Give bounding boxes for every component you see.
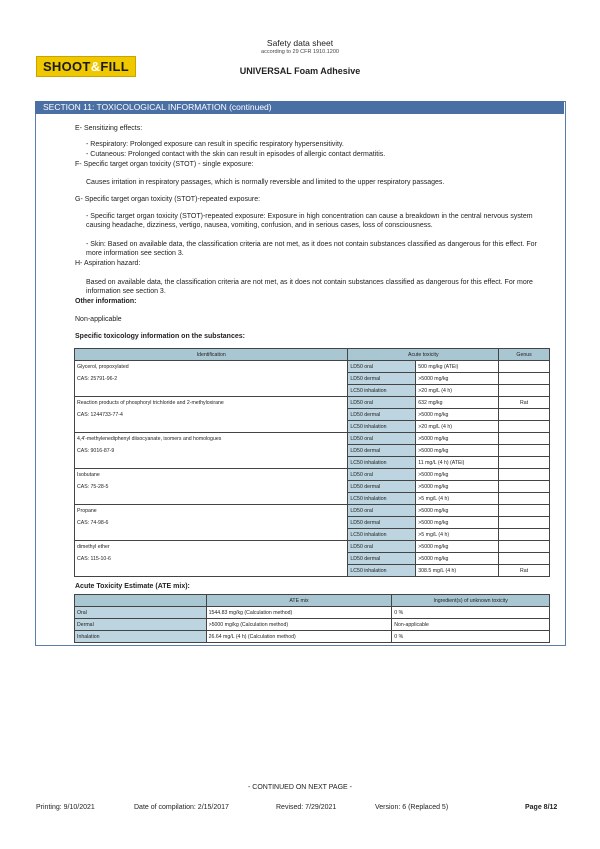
- ate-header-unknown: Ingredient(s) of unknown toxicity: [392, 595, 550, 607]
- substance-name: Propane: [75, 505, 348, 517]
- tox-value: >20 mg/L (4 h): [416, 421, 499, 433]
- ate-route: Inhalation: [75, 631, 207, 643]
- substance-blank: [75, 493, 348, 505]
- compilation-date: Date of compilation: 2/15/2017: [134, 804, 229, 811]
- tox-type: LC50 inhalation: [348, 421, 416, 433]
- table-row: [75, 529, 550, 541]
- table-row: [75, 385, 550, 397]
- tox-value: >5000 mg/kg: [416, 505, 499, 517]
- tox-genus: Rat: [499, 565, 550, 577]
- tox-genus: [499, 553, 550, 565]
- table-row: [75, 421, 550, 433]
- logo-text-right: FILL: [100, 59, 130, 74]
- table-row: [75, 481, 550, 493]
- section-title: SECTION 11: TOXICOLOGICAL INFORMATION (continued): [35, 101, 564, 114]
- table-row: [75, 433, 550, 445]
- tox-genus: [499, 385, 550, 397]
- ate-heading: Acute Toxicity Estimate (ATE mix):: [75, 583, 190, 590]
- header-identification: Identification: [75, 349, 348, 361]
- tox-value: >5000 mg/kg: [416, 469, 499, 481]
- tox-value: >5000 mg/kg: [416, 445, 499, 457]
- e-item-cutaneous: - Cutaneous: Prolonged contact with the skin can result in episodes of allergic contact dermatitis.: [86, 151, 386, 158]
- table-row: [75, 457, 550, 469]
- table-row: [75, 469, 550, 481]
- f-heading: F- Specific target organ toxicity (STOT) - single exposure:: [75, 161, 254, 168]
- tox-value: >5000 mg/kg: [416, 373, 499, 385]
- tox-value: 500 mg/kg (ATEi): [416, 361, 499, 373]
- tox-genus: [499, 517, 550, 529]
- table-row: [75, 553, 550, 565]
- table-row: [75, 565, 550, 577]
- ate-unknown: Non-applicable: [392, 619, 550, 631]
- table-row: [75, 373, 550, 385]
- substance-cas: CAS: 1244733-77-4: [75, 409, 348, 421]
- ate-header-mix: ATE mix: [206, 595, 392, 607]
- tox-value: 632 mg/kg: [416, 397, 499, 409]
- tox-type: LD50 oral: [348, 541, 416, 553]
- tox-type: LD50 dermal: [348, 445, 416, 457]
- ate-row: [75, 619, 550, 631]
- tox-type: LD50 dermal: [348, 409, 416, 421]
- table-row: [75, 445, 550, 457]
- table-row: [75, 397, 550, 409]
- tox-value: >5000 mg/kg: [416, 541, 499, 553]
- substance-name: Reaction products of phosphoryl trichloride and 2-methyloxirane: [75, 397, 348, 409]
- substance-blank: [75, 385, 348, 397]
- logo-text-amp: &: [90, 59, 101, 74]
- ate-unknown: 0 %: [392, 631, 550, 643]
- table-row: [75, 361, 550, 373]
- e-item-respiratory: - Respiratory: Prolonged exposure can result in specific respiratory hypersensitivity.: [86, 141, 344, 148]
- tox-genus: Rat: [499, 397, 550, 409]
- substance-blank: [75, 565, 348, 577]
- substance-cas: CAS: 25791-96-2: [75, 373, 348, 385]
- printing-date: Printing: 9/10/2021: [36, 804, 95, 811]
- brand-logo: [36, 56, 136, 77]
- tox-type: LD50 dermal: [348, 373, 416, 385]
- other-info-text: Non-applicable: [75, 316, 122, 323]
- tox-type: LC50 inhalation: [348, 493, 416, 505]
- tox-genus: [499, 493, 550, 505]
- ate-value: 26.64 mg/L (4 h) (Calculation method): [206, 631, 392, 643]
- tox-genus: [499, 373, 550, 385]
- logo-text-left: SHOOT: [42, 59, 91, 74]
- version-info: Version: 6 (Replaced 5): [375, 804, 449, 811]
- tox-genus: [499, 361, 550, 373]
- tox-type: LC50 inhalation: [348, 385, 416, 397]
- substance-cas: CAS: 74-98-6: [75, 517, 348, 529]
- tox-genus: [499, 457, 550, 469]
- tox-type: LD50 oral: [348, 469, 416, 481]
- f-text: Causes irritation in respiratory passages, which is normally reversible and limited to the upper respiratory passages.: [86, 179, 445, 186]
- tox-value: >5000 mg/kg: [416, 517, 499, 529]
- ate-route: Oral: [75, 607, 207, 619]
- tox-value: >5000 mg/kg: [416, 553, 499, 565]
- tox-type: LC50 inhalation: [348, 457, 416, 469]
- continued-notice: - CONTINUED ON NEXT PAGE -: [248, 784, 352, 791]
- revised-date: Revised: 7/29/2021: [276, 804, 337, 811]
- substance-cas: CAS: 115-10-6: [75, 553, 348, 565]
- tox-value: >5 mg/L (4 h): [416, 529, 499, 541]
- ate-value: 1544.83 mg/kg (Calculation method): [206, 607, 392, 619]
- table-header-row: [75, 349, 550, 361]
- e-heading: E- Sensitizing effects:: [75, 125, 143, 132]
- g-item-skin: - Skin: Based on available data, the classification criteria are not met, as it does not contain substances classified as dangerous for this effect. For more information see section 3.: [86, 241, 537, 257]
- g-item-stot: - Specific target organ toxicity (STOT)-repeated exposure: Exposure in high concentration can cause a breakdown in the central nervous system causing headache, dizziness, vertigo, nausea, vomiting, confusion, and in serious cases, loss of consciousness.: [86, 213, 533, 229]
- ate-header-row: [75, 595, 550, 607]
- tox-value: >20 mg/L (4 h): [416, 385, 499, 397]
- tox-genus: [499, 505, 550, 517]
- substance-cas: CAS: 9016-87-9: [75, 445, 348, 457]
- tox-value: >5 mg/L (4 h): [416, 493, 499, 505]
- substance-blank: [75, 457, 348, 469]
- tox-genus: [499, 469, 550, 481]
- tox-genus: [499, 481, 550, 493]
- tox-genus: [499, 421, 550, 433]
- table-row: [75, 493, 550, 505]
- ate-row: [75, 631, 550, 643]
- substance-name: Glycerol, propoxylated: [75, 361, 348, 373]
- h-heading: H- Aspiration hazard:: [75, 260, 141, 267]
- h-text: Based on available data, the classification criteria are not met, as it does not contain substances classified as dangerous for this effect. For more information see section 3.: [86, 279, 533, 295]
- tox-value: >5000 mg/kg: [416, 433, 499, 445]
- substance-blank: [75, 529, 348, 541]
- table-row: [75, 409, 550, 421]
- table-row: [75, 505, 550, 517]
- tox-type: LC50 inhalation: [348, 565, 416, 577]
- table-row: [75, 541, 550, 553]
- product-name: UNIVERSAL Foam Adhesive: [239, 66, 361, 76]
- ate-table: [74, 594, 550, 643]
- substance-name: dimethyl ether: [75, 541, 348, 553]
- tox-genus: [499, 445, 550, 457]
- table-row: [75, 517, 550, 529]
- tox-type: LD50 oral: [348, 361, 416, 373]
- header-acute-toxicity: Acute toxicity: [348, 349, 499, 361]
- specific-tox-heading: Specific toxicology information on the substances:: [75, 333, 245, 340]
- ate-unknown: 0 %: [392, 607, 550, 619]
- ate-value: >5000 mg/kg (Calculation method): [206, 619, 392, 631]
- tox-genus: [499, 529, 550, 541]
- tox-type: LD50 oral: [348, 397, 416, 409]
- tox-type: LD50 oral: [348, 505, 416, 517]
- document-title: Safety data sheet: [266, 38, 334, 48]
- toxicity-table: [74, 348, 550, 577]
- page-number: Page 8/12: [525, 804, 558, 811]
- other-info-heading: Other information:: [75, 298, 137, 305]
- header-genus: Genus: [499, 349, 550, 361]
- tox-genus: [499, 409, 550, 421]
- substance-name: Isobutane: [75, 469, 348, 481]
- substance-cas: CAS: 75-28-5: [75, 481, 348, 493]
- tox-genus: [499, 541, 550, 553]
- tox-value: 11 mg/L (4 h) (ATEi): [416, 457, 499, 469]
- tox-type: LD50 dermal: [348, 553, 416, 565]
- tox-value: >5000 mg/kg: [416, 409, 499, 421]
- tox-genus: [499, 433, 550, 445]
- tox-type: LD50 dermal: [348, 517, 416, 529]
- tox-type: LC50 inhalation: [348, 529, 416, 541]
- ate-row: [75, 607, 550, 619]
- tox-value: >5000 mg/kg: [416, 481, 499, 493]
- ate-header-route: [75, 595, 207, 607]
- g-heading: G- Specific target organ toxicity (STOT)-repeated exposure:: [75, 196, 261, 203]
- ate-route: Dermal: [75, 619, 207, 631]
- document-subtitle: according to 29 CFR 1910.1200: [261, 49, 339, 55]
- tox-value: 308.5 mg/L (4 h): [416, 565, 499, 577]
- tox-type: LD50 oral: [348, 433, 416, 445]
- tox-type: LD50 dermal: [348, 481, 416, 493]
- substance-blank: [75, 421, 348, 433]
- substance-name: 4,4'-methylenediphenyl diisocyanate, isomers and homologues: [75, 433, 348, 445]
